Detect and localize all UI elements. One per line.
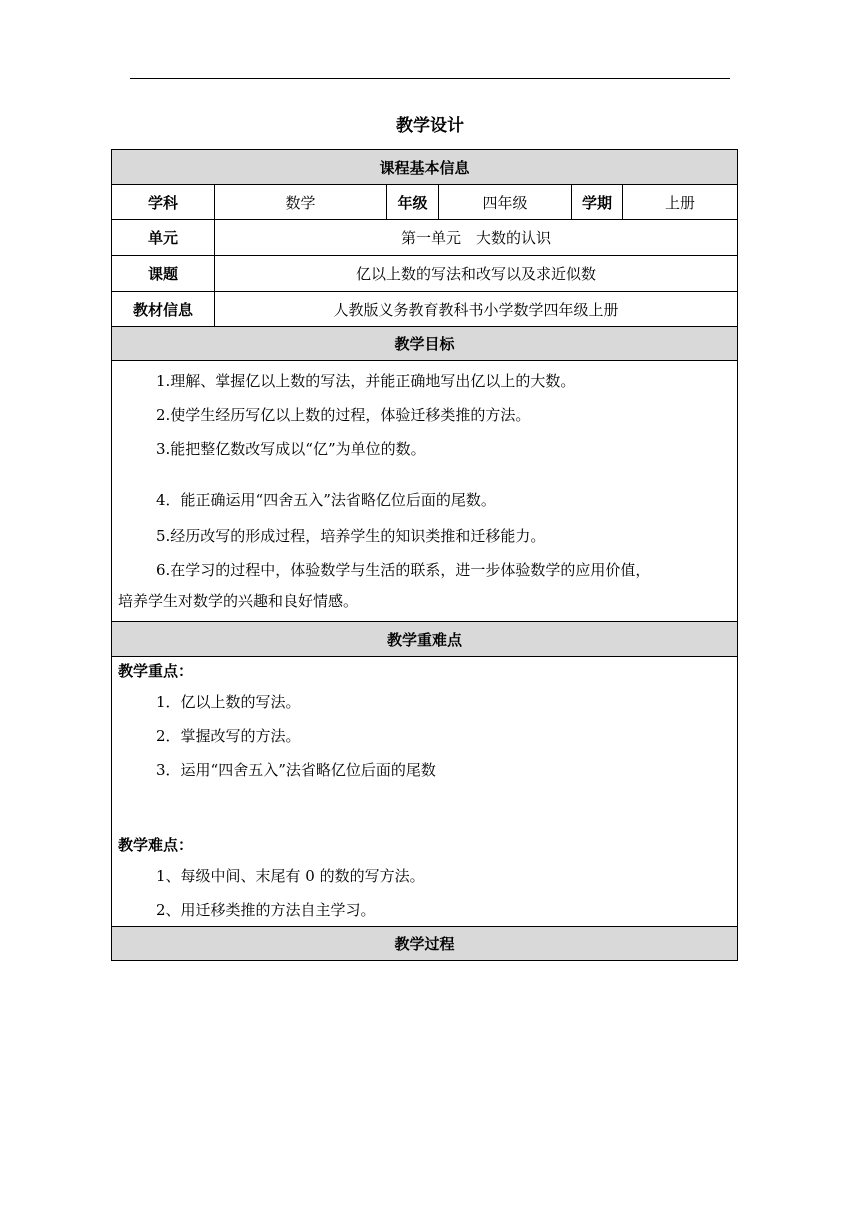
section-header-basic-info: [112, 150, 738, 185]
section-header-process: [112, 927, 738, 961]
key-point-item: 1．亿以上数的写法。: [156, 693, 301, 711]
goals-row: [112, 361, 738, 622]
key-difficult-content: [112, 657, 738, 927]
difficult-point-item: 1、每级中间、末尾有 0 的数的写方法。: [156, 867, 425, 885]
goal-item: 4．能正确运用“四舍五入”法省略亿位后面的尾数。: [156, 491, 496, 509]
goal-item: 2.使学生经历写亿以上数的过程，体验迁移类推的方法。: [156, 406, 531, 424]
subject-value: 数学: [215, 185, 387, 220]
difficult-points-heading: 教学难点：: [118, 836, 194, 854]
goal-item: 5.经历改写的形成过程，培养学生的知识类推和迁移能力。: [156, 527, 546, 545]
key-difficult-row: [112, 657, 738, 927]
section-title: 课程基本信息: [112, 150, 738, 185]
goal-item: 1.理解、掌握亿以上数的写法，并能正确地写出亿以上的大数。: [156, 372, 576, 390]
grade-label: 年级: [387, 185, 439, 220]
header-rule: [130, 78, 730, 79]
term-value: 上册: [623, 185, 738, 220]
subject-label: 学科: [112, 185, 215, 220]
key-point-item: 3．运用“四舍五入”法省略亿位后面的尾数: [156, 761, 436, 779]
unit-label: 单元: [112, 220, 215, 256]
unit-value: 第一单元 大数的认识: [215, 220, 738, 256]
document-title: 教学设计: [396, 116, 464, 136]
grade-value: 四年级: [439, 185, 572, 220]
difficult-point-item: 2、用迁移类推的方法自主学习。: [156, 901, 376, 919]
term-label: 学期: [572, 185, 623, 220]
lesson-plan-table: [111, 149, 738, 961]
section-header-goals: [112, 327, 738, 361]
goal-item: 3.能把整亿数改写成以“亿”为单位的数。: [156, 440, 426, 458]
table-row: [112, 220, 738, 256]
textbook-value: 人教版义务教育教科书小学数学四年级上册: [215, 292, 738, 327]
topic-value: 亿以上数的写法和改写以及求近似数: [215, 256, 738, 292]
section-title: 教学重难点: [112, 622, 738, 657]
key-point-item: 2．掌握改写的方法。: [156, 727, 301, 745]
goal-item-continued: 培养学生对数学的兴趣和良好情感。: [118, 592, 359, 610]
table-row: [112, 256, 738, 292]
section-title: 教学过程: [112, 927, 738, 961]
key-points-heading: 教学重点：: [118, 662, 194, 680]
goals-content: [112, 361, 738, 622]
textbook-label: 教材信息: [112, 292, 215, 327]
goal-item: 6.在学习的过程中，体验数学与生活的联系，进一步体验数学的应用价值，: [156, 561, 651, 579]
topic-label: 课题: [112, 256, 215, 292]
section-header-key-difficult: [112, 622, 738, 657]
table-row: [112, 185, 738, 220]
table-row: [112, 292, 738, 327]
section-title: 教学目标: [112, 327, 738, 361]
